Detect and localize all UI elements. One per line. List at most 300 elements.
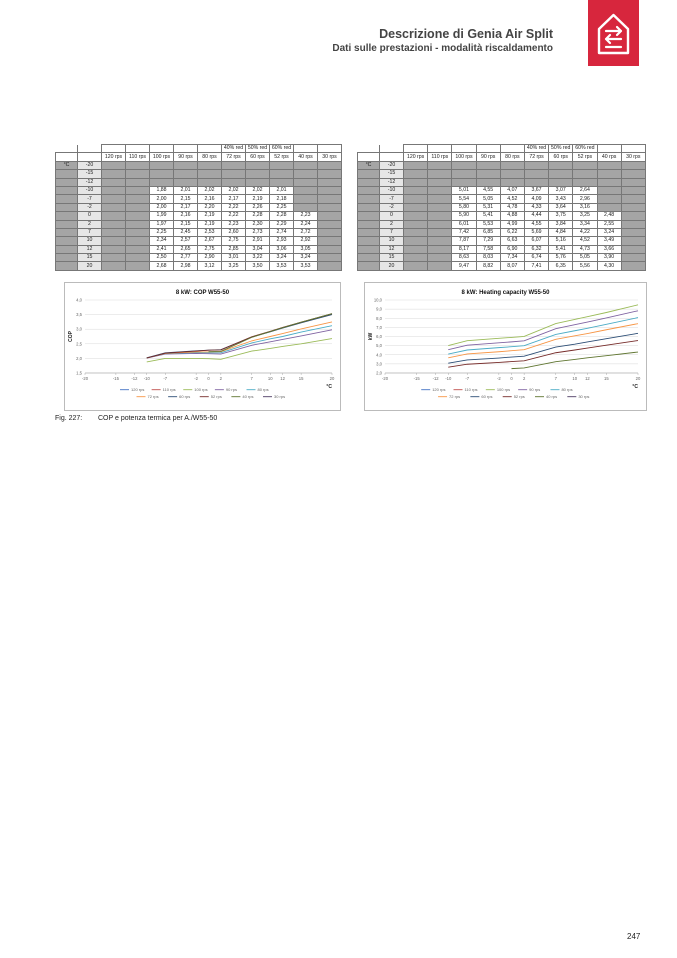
value-cell: [404, 228, 428, 236]
value-cell: [102, 161, 126, 169]
value-cell: [621, 228, 645, 236]
value-cell: 4,22: [573, 228, 597, 236]
temperature-cell: 20: [380, 262, 404, 270]
empty-header-cell: [476, 145, 500, 153]
table-row: [358, 212, 646, 220]
legend-entry: 80 rps: [561, 387, 573, 392]
value-cell: [476, 161, 500, 169]
value-cell: [549, 161, 573, 169]
value-cell: 8,07: [500, 262, 524, 270]
empty-header-cell: [198, 145, 222, 153]
value-cell: [102, 228, 126, 236]
speed-header-cell: 52 rps: [573, 153, 597, 161]
value-cell: 4,09: [524, 195, 548, 203]
value-cell: [126, 254, 150, 262]
empty-header-cell: [428, 145, 452, 153]
x-tick-label: -10: [143, 376, 150, 381]
chart-title: 8 kW: Heating capacity W55-50: [461, 290, 550, 296]
value-cell: [102, 195, 126, 203]
unit-cell: [56, 220, 78, 228]
unit-cell: [358, 212, 380, 220]
heating-capacity-chart: [364, 282, 647, 411]
temperature-cell: 2: [78, 220, 102, 228]
value-cell: 2,74: [270, 228, 294, 236]
x-tick-label: 2: [522, 376, 526, 381]
y-axis-label: kW: [368, 332, 374, 341]
temperature-cell: 7: [380, 228, 404, 236]
temperature-cell: -2: [78, 203, 102, 211]
value-cell: [174, 161, 198, 169]
speed-header-cell: 100 rps: [452, 153, 476, 161]
table-row: [56, 170, 342, 178]
legend-entry: 60 rps: [481, 394, 493, 399]
x-tick-label: 7: [250, 376, 253, 381]
y-tick-label: 1,5: [76, 370, 82, 376]
temperature-cell: -20: [78, 161, 102, 169]
value-cell: 7,42: [452, 228, 476, 236]
value-cell: [573, 161, 597, 169]
value-cell: [404, 254, 428, 262]
value-cell: 6,32: [524, 245, 548, 253]
speed-header-cell: 90 rps: [476, 153, 500, 161]
value-cell: 3,24: [294, 254, 318, 262]
value-cell: 3,43: [549, 195, 573, 203]
value-cell: 3,05: [294, 245, 318, 253]
value-cell: [318, 220, 342, 228]
series-line: [448, 318, 638, 355]
unit-cell: [358, 186, 380, 194]
table-row: [358, 220, 646, 228]
table-header-row: [56, 153, 342, 161]
legend-entry: 100 rps: [194, 387, 208, 392]
value-cell: [428, 170, 452, 178]
value-cell: 4,52: [573, 237, 597, 245]
value-cell: 5,76: [549, 254, 573, 262]
value-cell: 4,78: [500, 203, 524, 211]
value-cell: 3,75: [549, 212, 573, 220]
x-tick-label: 10: [267, 376, 273, 381]
cop-chart: [64, 282, 341, 411]
value-cell: 2,02: [198, 186, 222, 194]
value-cell: [621, 203, 645, 211]
value-cell: 2,25: [150, 228, 174, 236]
value-cell: 2,25: [270, 203, 294, 211]
value-cell: 2,29: [270, 220, 294, 228]
legend-entry: 52 rps: [210, 394, 222, 399]
value-cell: 2,64: [573, 186, 597, 194]
value-cell: [102, 254, 126, 262]
value-cell: 6,22: [500, 228, 524, 236]
value-cell: [198, 161, 222, 169]
temperature-cell: 12: [78, 245, 102, 253]
value-cell: 3,67: [524, 186, 548, 194]
value-cell: [621, 170, 645, 178]
value-cell: [246, 178, 270, 186]
value-cell: 3,64: [549, 203, 573, 211]
value-cell: 3,01: [222, 254, 246, 262]
empty-header-cell: [56, 153, 78, 161]
value-cell: 2,23: [222, 220, 246, 228]
value-cell: 2,68: [150, 262, 174, 270]
series-line: [147, 314, 332, 358]
value-cell: [428, 195, 452, 203]
empty-header-cell: [56, 145, 78, 153]
value-cell: [318, 195, 342, 203]
legend-entry: 60 rps: [179, 394, 191, 399]
speed-header-cell: 40 rps: [294, 153, 318, 161]
value-cell: 2,22: [222, 212, 246, 220]
speed-header-cell: 100 rps: [150, 153, 174, 161]
value-cell: 8,63: [452, 254, 476, 262]
temperature-cell: 15: [78, 254, 102, 262]
value-cell: 2,93: [270, 237, 294, 245]
value-cell: [573, 178, 597, 186]
value-cell: [404, 245, 428, 253]
empty-header-cell: [78, 145, 102, 153]
value-cell: [621, 237, 645, 245]
value-cell: [597, 170, 621, 178]
value-cell: [404, 161, 428, 169]
speed-header-cell: 40 rps: [597, 153, 621, 161]
table-row: [56, 262, 342, 270]
value-cell: 1,97: [150, 220, 174, 228]
value-cell: 4,07: [500, 186, 524, 194]
unit-cell: [358, 228, 380, 236]
value-cell: [102, 245, 126, 253]
red-label-cell: 40% red: [524, 145, 548, 153]
value-cell: [126, 178, 150, 186]
value-cell: [500, 178, 524, 186]
value-cell: 3,66: [597, 245, 621, 253]
value-cell: [621, 220, 645, 228]
x-tick-label: -15: [112, 376, 119, 381]
legend-entry: 72 rps: [449, 394, 461, 399]
value-cell: [198, 178, 222, 186]
value-cell: 4,55: [524, 220, 548, 228]
value-cell: [102, 186, 126, 194]
legend-entry: 30 rps: [274, 394, 286, 399]
value-cell: [404, 195, 428, 203]
table-row: [358, 178, 646, 186]
value-cell: [404, 203, 428, 211]
table-row: [358, 262, 646, 270]
table-row: [56, 161, 342, 169]
speed-header-cell: 120 rps: [102, 153, 126, 161]
table-row: [56, 212, 342, 220]
value-cell: [621, 178, 645, 186]
y-tick-label: 2,5: [76, 341, 82, 347]
value-cell: [318, 228, 342, 236]
unit-cell: [358, 195, 380, 203]
value-cell: 2,75: [198, 245, 222, 253]
value-cell: [318, 170, 342, 178]
value-cell: [150, 170, 174, 178]
unit-cell: [56, 212, 78, 220]
value-cell: 5,80: [452, 203, 476, 211]
value-cell: 3,84: [549, 220, 573, 228]
temperature-cell: 10: [78, 237, 102, 245]
value-cell: 5,54: [452, 195, 476, 203]
value-cell: 2,65: [174, 245, 198, 253]
value-cell: [246, 170, 270, 178]
speed-header-cell: 52 rps: [270, 153, 294, 161]
x-tick-label: -12: [131, 376, 138, 381]
value-cell: 2,30: [246, 220, 270, 228]
value-cell: 3,49: [597, 237, 621, 245]
legend-entry: 110 rps: [162, 387, 176, 392]
value-cell: [476, 170, 500, 178]
y-tick-label: 2,0: [376, 370, 382, 376]
value-cell: [549, 178, 573, 186]
y-tick-label: 5,0: [376, 343, 382, 349]
value-cell: 6,90: [500, 245, 524, 253]
value-cell: [428, 186, 452, 194]
value-cell: [126, 237, 150, 245]
value-cell: [404, 212, 428, 220]
value-cell: 2,50: [150, 254, 174, 262]
table-row: [358, 161, 646, 169]
value-cell: 6,07: [524, 237, 548, 245]
legend-entry: 110 rps: [464, 387, 478, 392]
value-cell: 2,45: [174, 228, 198, 236]
value-cell: [318, 178, 342, 186]
speed-header-cell: 80 rps: [500, 153, 524, 161]
temperature-cell: -2: [380, 203, 404, 211]
legend-entry: 90 rps: [225, 387, 237, 392]
table-row: [56, 254, 342, 262]
value-cell: 3,50: [246, 262, 270, 270]
value-cell: 2,48: [597, 212, 621, 220]
value-cell: 6,35: [549, 262, 573, 270]
value-cell: 5,69: [524, 228, 548, 236]
value-cell: 2,16: [198, 195, 222, 203]
value-cell: 7,41: [524, 262, 548, 270]
value-cell: 6,01: [452, 220, 476, 228]
x-tick-label: 15: [604, 376, 609, 381]
x-tick-label: 15: [298, 376, 304, 381]
value-cell: 7,29: [476, 237, 500, 245]
empty-header-cell: [380, 145, 404, 153]
value-cell: 2,28: [246, 212, 270, 220]
y-tick-label: 4,0: [76, 297, 82, 303]
value-cell: [294, 170, 318, 178]
value-cell: [524, 178, 548, 186]
unit-cell: [358, 203, 380, 211]
x-tick-label: 10: [572, 376, 578, 381]
value-cell: 2,90: [198, 254, 222, 262]
value-cell: [404, 237, 428, 245]
value-cell: [294, 195, 318, 203]
x-axis-label: °C: [632, 384, 638, 390]
value-cell: 2,01: [270, 186, 294, 194]
value-cell: 2,00: [150, 203, 174, 211]
value-cell: [102, 262, 126, 270]
page-subtitle: Dati sulle prestazioni - modalità riscaldamento: [332, 43, 553, 54]
legend-entry: 90 rps: [529, 387, 541, 392]
x-tick-label: -7: [465, 376, 470, 381]
x-tick-label: 20: [329, 376, 335, 381]
value-cell: 3,24: [597, 228, 621, 236]
value-cell: [294, 186, 318, 194]
empty-header-cell: [102, 145, 126, 153]
x-axis-label: °C: [326, 384, 332, 390]
unit-cell: [358, 237, 380, 245]
unit-cell: [56, 228, 78, 236]
value-cell: 2,17: [222, 195, 246, 203]
legend-entry: 40 rps: [546, 394, 558, 399]
table-row: [358, 186, 646, 194]
value-cell: [150, 178, 174, 186]
value-cell: [318, 161, 342, 169]
value-cell: [597, 178, 621, 186]
value-cell: [102, 178, 126, 186]
value-cell: 8,82: [476, 262, 500, 270]
temperature-cell: 0: [78, 212, 102, 220]
value-cell: [270, 161, 294, 169]
value-cell: 6,63: [500, 237, 524, 245]
value-cell: [126, 245, 150, 253]
value-cell: [597, 203, 621, 211]
value-cell: 2,91: [246, 237, 270, 245]
x-tick-label: -20: [381, 376, 389, 381]
heating-capacity-table: [357, 144, 646, 271]
value-cell: 5,31: [476, 203, 500, 211]
value-cell: [126, 203, 150, 211]
value-cell: 3,06: [270, 245, 294, 253]
value-cell: 2,18: [270, 195, 294, 203]
temperature-cell: -15: [78, 170, 102, 178]
value-cell: 2,19: [198, 220, 222, 228]
legend-entry: 120 rps: [131, 387, 145, 392]
value-cell: 2,60: [222, 228, 246, 236]
table-row: [56, 195, 342, 203]
value-cell: [621, 245, 645, 253]
x-tick-label: 0: [207, 376, 210, 381]
value-cell: 4,84: [549, 228, 573, 236]
value-cell: [428, 254, 452, 262]
value-cell: [126, 228, 150, 236]
unit-cell: °C: [56, 161, 78, 169]
unit-cell: [56, 203, 78, 211]
value-cell: 4,33: [524, 203, 548, 211]
value-cell: [428, 237, 452, 245]
value-cell: [404, 186, 428, 194]
temperature-cell: 0: [380, 212, 404, 220]
value-cell: [573, 170, 597, 178]
value-cell: [452, 170, 476, 178]
value-cell: 2,01: [174, 186, 198, 194]
temperature-cell: -12: [380, 178, 404, 186]
legend-entry: 40 rps: [242, 394, 254, 399]
value-cell: 4,73: [573, 245, 597, 253]
temperature-cell: 10: [380, 237, 404, 245]
value-cell: 4,52: [500, 195, 524, 203]
unit-cell: [358, 178, 380, 186]
value-cell: 2,16: [174, 212, 198, 220]
y-tick-label: 4,0: [376, 352, 382, 358]
value-cell: [404, 178, 428, 186]
empty-header-cell: [500, 145, 524, 153]
value-cell: 2,02: [222, 186, 246, 194]
value-cell: 3,53: [270, 262, 294, 270]
speed-header-cell: 60 rps: [246, 153, 270, 161]
value-cell: [294, 203, 318, 211]
value-cell: 7,34: [500, 254, 524, 262]
value-cell: 5,53: [476, 220, 500, 228]
value-cell: [174, 170, 198, 178]
chart-title: 8 kW: COP W55-50: [175, 290, 230, 296]
unit-cell: [358, 220, 380, 228]
value-cell: 2,26: [246, 203, 270, 211]
value-cell: [174, 178, 198, 186]
temperature-cell: -20: [380, 161, 404, 169]
table-row: [56, 186, 342, 194]
red-label-cell: 50% red: [246, 145, 270, 153]
value-cell: [102, 220, 126, 228]
table-row: [56, 245, 342, 253]
value-cell: 4,55: [476, 186, 500, 194]
x-tick-label: 12: [585, 376, 590, 381]
speed-header-cell: 80 rps: [198, 153, 222, 161]
value-cell: 3,12: [198, 262, 222, 270]
value-cell: 1,88: [150, 186, 174, 194]
temperature-cell: 2: [380, 220, 404, 228]
value-cell: [500, 170, 524, 178]
value-cell: 1,99: [150, 212, 174, 220]
value-cell: 3,34: [573, 220, 597, 228]
value-cell: 8,03: [476, 254, 500, 262]
value-cell: 2,72: [294, 228, 318, 236]
value-cell: [246, 161, 270, 169]
y-tick-label: 3,5: [76, 312, 82, 318]
value-cell: 2,24: [294, 220, 318, 228]
value-cell: [621, 186, 645, 194]
value-cell: [428, 220, 452, 228]
value-cell: [126, 220, 150, 228]
empty-header-cell: [318, 145, 342, 153]
page-title: Descrizione di Genia Air Split: [379, 27, 553, 41]
temperature-cell: -10: [380, 186, 404, 194]
value-cell: 5,05: [476, 195, 500, 203]
value-cell: [318, 254, 342, 262]
value-cell: 2,77: [174, 254, 198, 262]
value-cell: [428, 262, 452, 270]
value-cell: 4,99: [500, 220, 524, 228]
table-row: [358, 195, 646, 203]
speed-header-cell: 90 rps: [174, 153, 198, 161]
value-cell: [428, 178, 452, 186]
page-number: 247: [627, 932, 641, 941]
table-row: [56, 237, 342, 245]
value-cell: [126, 186, 150, 194]
value-cell: [294, 178, 318, 186]
value-cell: [524, 161, 548, 169]
temperature-cell: -12: [78, 178, 102, 186]
value-cell: 8,17: [452, 245, 476, 253]
value-cell: 3,25: [573, 212, 597, 220]
empty-header-cell: [174, 145, 198, 153]
value-cell: 2,96: [573, 195, 597, 203]
unit-cell: [56, 254, 78, 262]
value-cell: [126, 212, 150, 220]
value-cell: [318, 212, 342, 220]
value-cell: [428, 245, 452, 253]
value-cell: [318, 237, 342, 245]
unit-cell: °C: [358, 161, 380, 169]
red-label-cell: 60% red: [573, 145, 597, 153]
empty-header-cell: [78, 153, 102, 161]
value-cell: [102, 170, 126, 178]
